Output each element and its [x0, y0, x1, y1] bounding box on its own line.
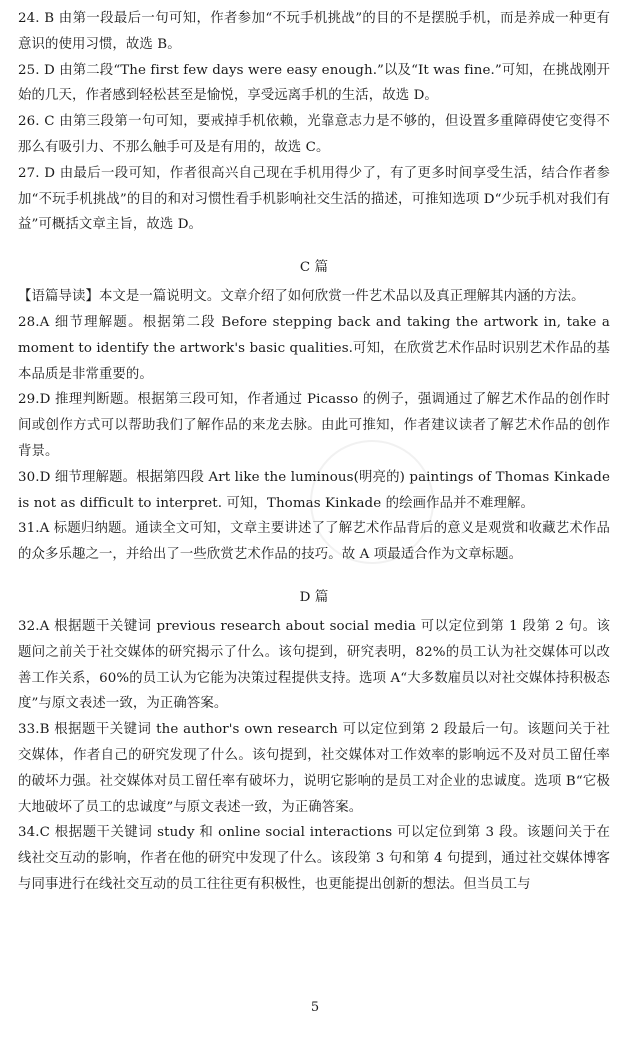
answer-26: 26. C 由第三段第一句可知，要戒掉手机依赖，光靠意志力是不够的，但设置多重障碍使它变得不那么有吸引力、不那么触手可及是有用的，故选 C。 — [18, 114, 610, 155]
page-number: 5 — [310, 1000, 320, 1015]
section-c-title: C 篇 — [299, 260, 329, 276]
answer-31: 31.A 标题归纳题。通读全文可知，文章主要讲述了了解艺术作品背后的意义是观赏和收藏艺术作品的众多乐趣之一，并给出了一些欣赏艺术作品的技巧。故 A 项最适合作为文章标题。 — [18, 521, 610, 563]
answer-30: 30.D 细节理解题。根据第四段 Art like the luminous(明亮的) paintings of Thomas Kinkade is not as difficult to interpret. 可知，Thomas Kinkade 的绘画作品并不难理解。 — [18, 469, 610, 511]
answer-25: 25. D 由第二段“The first few days were easy enough.”以及“It was fine.”可知，在挑战刚开始的几天，作者感到轻松甚至是愉悦，享受远离手机的生活，故选 D。 — [18, 62, 610, 104]
answer-33: 33.B 根据题干关键词 the author's own research 可以定位到第 2 段最后一句。该题问关于社交媒体，作者自己的研究发现了什么。该句提到，社交媒体对工作效率的影响远不及对员工留任率的破坏力强。社交媒体对员工留任率有破坏力，说明它影响的是员工对企业的忠诚度。选项 B“它极大地破坏了员工的忠诚度”与原文表述一致，为正确答案。 — [18, 722, 610, 815]
answer-29: 29.D 推理判断题。根据第三段可知，作者通过 Picasso 的例子，强调通过了解艺术作品的创作时间或创作方式可以帮助我们了解作品的来龙去脉。由此可推知，作者建议读者了解艺术作品的创作背景。 — [18, 392, 610, 459]
answer-28: 28.A 细节理解题。根据第二段 Before stepping back and taking the artwork in, take a moment to identify the artwork's basic qualities.可知，在欣赏艺术作品时识别艺术作品的基本品质是非常重要的。 — [18, 314, 610, 382]
answer-32: 32.A 根据题干关键词 previous research about social media 可以定位到第 1 段第 2 句。该题问之前关于社交媒体的研究揭示了什么。该句提到，研究表明，82%的员工认为社交媒体可以改善工作关系，60%的员工认为它能为决策过程提供支持。选项 A“大多数雇员以对社交媒体持积极态度”与原文表述一致，为正确答案。 — [18, 618, 610, 712]
section-d — [18, 614, 610, 898]
document-page — [18, 6, 610, 898]
answer-24: 24. B 由第一段最后一句可知，作者参加“不玩手机挑战”的目的不是摆脱手机，而是养成一种更有意识的使用习惯，故选 B。 — [18, 11, 610, 52]
answer-34: 34.C 根据题干关键词 study 和 online social interactions 可以定位到第 3 段。该题问关于在线社交互动的影响，作者在他的研究中发现了什么。该段第 3 句和第 4 句提到，通过社交媒体博客与同事进行在线社交互动的员工往往更有积极性，也更能提出创新的想法。但当员工与 — [18, 825, 610, 892]
section-c-intro: 【语篇导读】本文是一篇说明文。文章介绍了如何欣赏一件艺术品以及真正理解其内涵的方法。 — [18, 289, 585, 305]
answer-27: 27. D 由最后一段可知，作者很高兴自己现在手机用得少了，有了更多时间享受生活，结合作者参加“不玩手机挑战”的目的和对习惯性看手机影响社交生活的描述，可推知选项 D“少玩手机对我们有益”可概括文章主旨，故选 D。 — [18, 165, 610, 233]
section-b-answers — [18, 6, 610, 238]
section-d-title: D 篇 — [299, 589, 329, 605]
